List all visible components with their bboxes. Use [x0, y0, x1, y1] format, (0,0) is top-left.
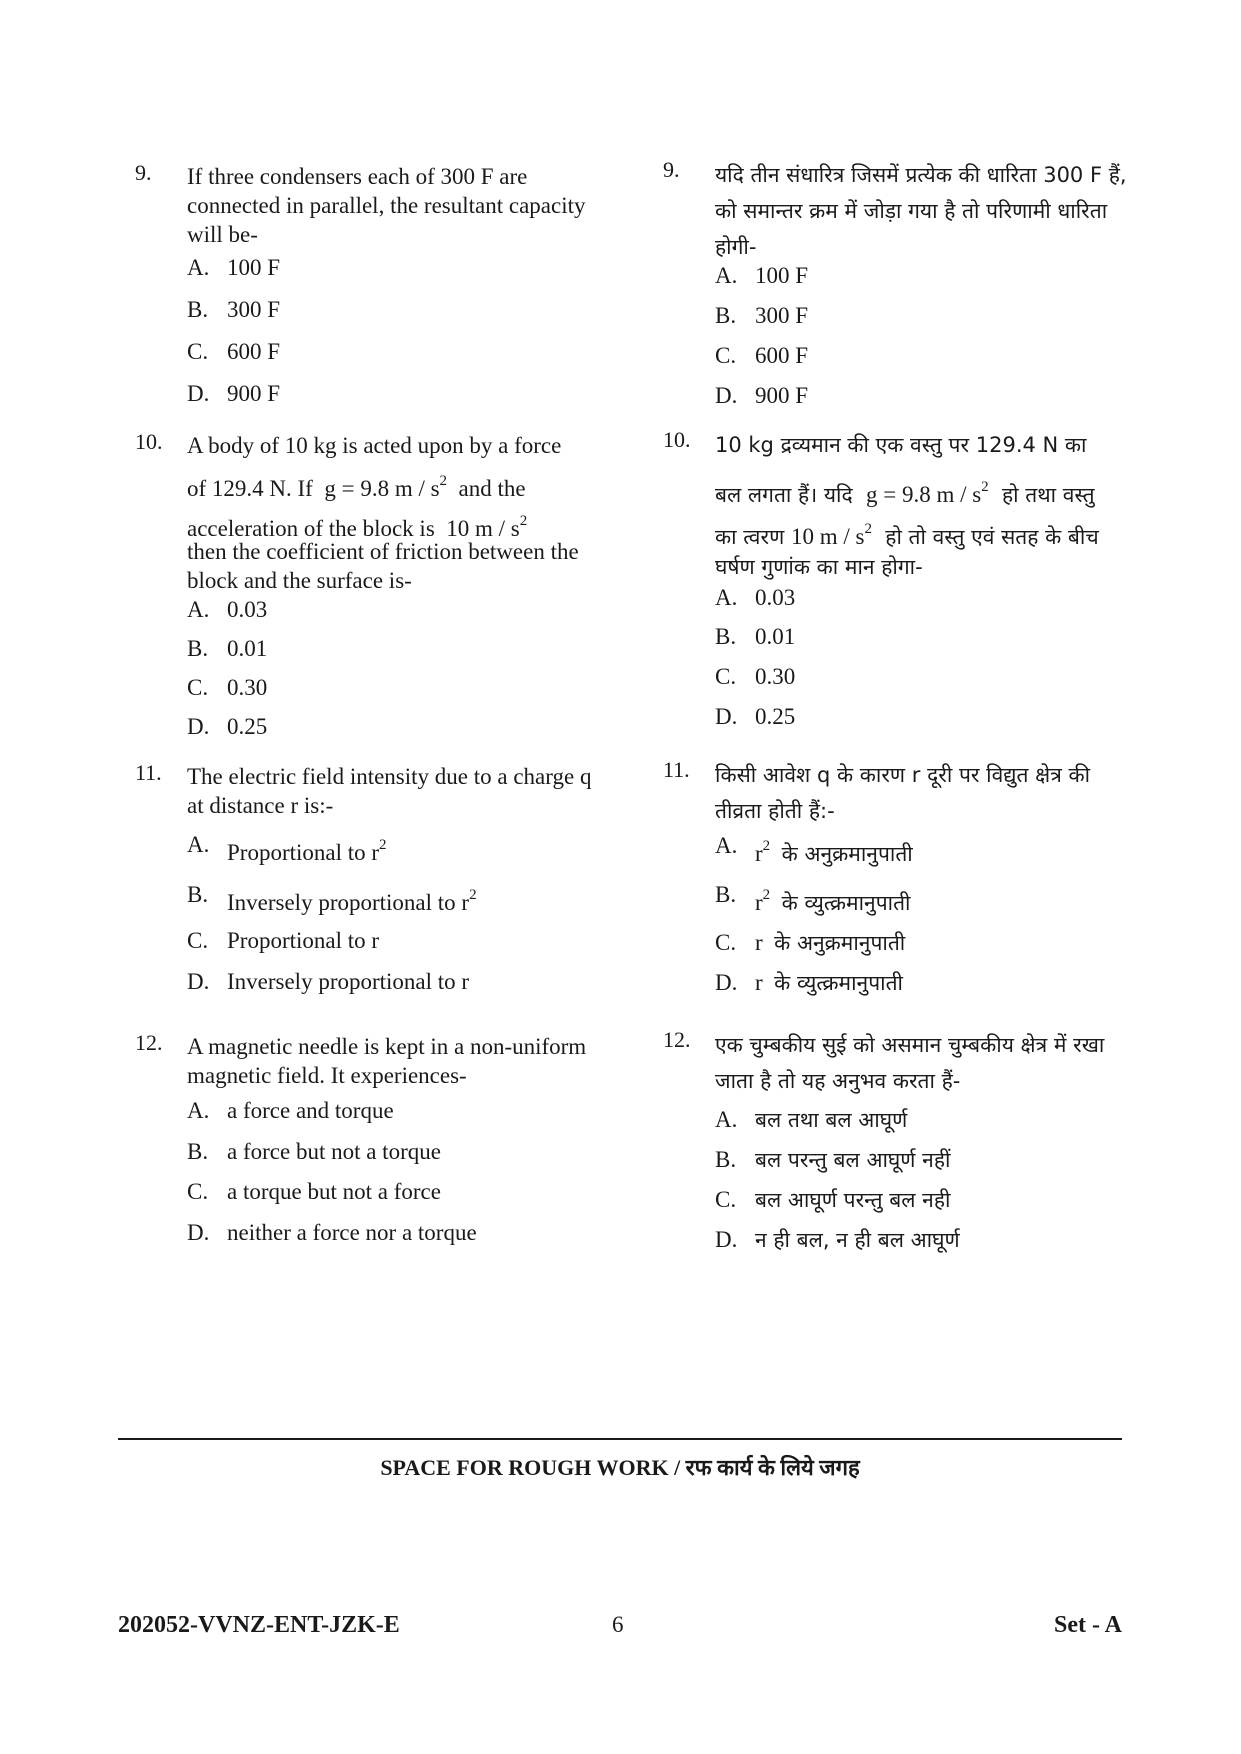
- set-label: Set - A: [1054, 1612, 1122, 1638]
- question-number: 10.: [135, 429, 163, 454]
- option-d: D. 900 F: [187, 381, 281, 406]
- question-text: किसी आवेश q के कारण r दूरी पर विद्युत क्षेत्र की तीव्रता होती हैं:-: [715, 763, 1091, 823]
- question-number: 12.: [135, 1030, 163, 1055]
- question-text: A body of 10 kg is acted upon by a force of 129.4 N. If g = 9.8 m / $s^2$ and the acceleration of the block is 10 m / $s^2$ then the coefficient of friction between the block and the surface is-: [187, 433, 579, 593]
- option-b: B. 0.01: [715, 624, 796, 649]
- option-c: C. 0.30: [187, 675, 268, 700]
- question-text: यदि तीन संधारित्र जिसमें प्रत्येक की धारिता 300 F हैं, को समान्तर क्रम में जोड़ा गया है तो परिणामी धारिता होगी-: [715, 163, 1127, 259]
- question-number: 12.: [663, 1027, 691, 1052]
- option-a: A. 0.03: [715, 585, 796, 610]
- option-d: D. neither a force nor a torque: [187, 1220, 477, 1245]
- option-c: C. r के अनुक्रमानुपाती: [715, 930, 906, 955]
- acceleration-value: 10 m / $s^2$: [790, 521, 872, 549]
- question-number: 9.: [663, 157, 680, 182]
- option-c: C. बल आघूर्ण परन्तु बल नही: [715, 1187, 951, 1212]
- option-d: D. 0.25: [715, 704, 796, 729]
- question-text: A magnetic needle is kept in a non-uniform magnetic field. It experiences-: [187, 1034, 587, 1088]
- option-b: B. 300 F: [187, 297, 281, 322]
- question-text: 10 kg द्रव्यमान की एक वस्तु पर 129.4 N का बल लगता हैं। यदि g = 9.8 m / $s^2$ हो तथा वस्तु का त्वरण 10 m / $s^2$ हो तो वस्तु एवं सतह के बीच घर्षण गुणांक का मान होगा-: [715, 433, 1099, 579]
- option-c: C. 600 F: [715, 343, 809, 368]
- option-a: A. a force and torque: [187, 1098, 394, 1123]
- option-b: B. बल परन्तु बल आघूर्ण नहीं: [715, 1147, 951, 1172]
- option-b: B. a force but not a torque: [187, 1139, 441, 1164]
- acceleration-value: 10 m / $s^2$: [446, 513, 528, 541]
- page-number: 6: [612, 1612, 624, 1637]
- rough-work-heading: SPACE FOR ROUGH WORK / रफ कार्य के लिये जगह: [380, 1455, 860, 1480]
- option-b: B. 300 F: [715, 303, 809, 328]
- question-number: 10.: [663, 427, 691, 452]
- question-number: 9.: [135, 160, 152, 185]
- option-a: A. 100 F: [187, 255, 281, 280]
- option-a: A. $r^2$ के अनुक्रमानुपाती: [715, 833, 913, 866]
- paper-code: 202052-VVNZ-ENT-JZK-E: [118, 1612, 400, 1638]
- option-a: A. 100 F: [715, 263, 809, 288]
- option-a: A. बल तथा बल आघूर्ण: [715, 1107, 908, 1132]
- option-a: A. Proportional to $r^2$: [187, 832, 387, 865]
- option-a: A. 0.03: [187, 597, 268, 622]
- question-text: The electric field intensity due to a charge q at distance r is:-: [187, 764, 592, 818]
- question-number: 11.: [135, 760, 162, 785]
- option-c: C. Proportional to r: [187, 928, 380, 953]
- option-d: D. 900 F: [715, 383, 809, 408]
- option-d: D. r के व्युत्क्रमानुपाती: [715, 970, 903, 995]
- g-value: g = 9.8 m / $s^2$: [865, 479, 989, 507]
- question-text: एक चुम्बकीय सुई को असमान चुम्बकीय क्षेत्र में रखा जाता है तो यह अनुभव करता हैं-: [715, 1033, 1105, 1093]
- question-number: 11.: [663, 757, 690, 782]
- option-b: B. 0.01: [187, 636, 268, 661]
- option-b: B. Inversely proportional to $r^2$: [187, 882, 477, 915]
- g-value: g = 9.8 m / $s^2$: [324, 473, 448, 501]
- option-b: B. $r^2$ के व्युत्क्रमानुपाती: [715, 882, 911, 915]
- option-c: C. a torque but not a force: [187, 1179, 441, 1204]
- option-c: C. 0.30: [715, 664, 796, 689]
- question-text: If three condensers each of 300 F are connected in parallel, the resultant capacity will be-: [187, 164, 586, 247]
- option-d: D. 0.25: [187, 714, 268, 739]
- option-d: D. न ही बल, न ही बल आघूर्ण: [715, 1227, 960, 1252]
- option-d: D. Inversely proportional to r: [187, 969, 470, 994]
- rough-work-divider: [118, 1438, 1122, 1440]
- option-c: C. 600 F: [187, 339, 281, 364]
